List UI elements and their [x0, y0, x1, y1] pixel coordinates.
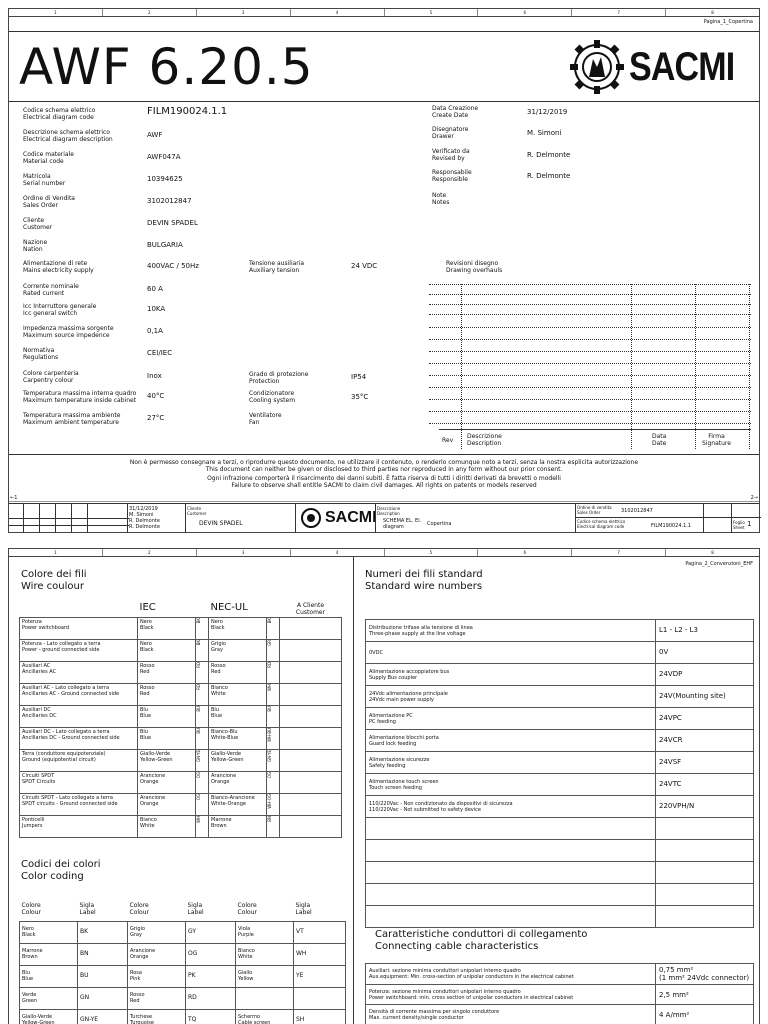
field-label: Nazione Nation: [23, 239, 48, 253]
field-label: Codice materiale Material code: [23, 151, 74, 165]
nec-colour-cell: Rosso Red: [209, 662, 267, 684]
wire-number-desc: Alimentazione sicurezze Safety feeding: [366, 752, 656, 774]
colour-code-cell: OG: [186, 943, 236, 965]
wire-colour-row: [20, 684, 342, 706]
customer-header: A Cliente Customer: [280, 601, 342, 618]
field-value: AWF047A: [147, 153, 181, 161]
colour-code-cell: YE: [294, 965, 346, 987]
usage-cell: Ausiliari DC Ancillaries DC: [20, 706, 138, 728]
colour-header: Colore Colour: [236, 897, 294, 921]
iec-header: IEC: [138, 601, 209, 618]
cooling-value: 35°C: [351, 393, 369, 401]
tb-desc-sub: Copertina: [427, 521, 452, 527]
iec-code-cell: OG: [196, 772, 209, 794]
colour-name-cell: Blu Blue: [20, 965, 78, 987]
wire-number-row: [366, 752, 754, 774]
rev-desc-header: Descrizione Description: [467, 433, 502, 447]
coding-row: [20, 1009, 346, 1024]
field-label: Alimentazione di rete Mains electricity supply: [23, 260, 94, 274]
prev-sheet-arrow: ←1: [10, 495, 18, 501]
nec-code-cell: GR: [267, 640, 280, 662]
tb-order-label: Ordine di vendita Sales Order: [577, 505, 612, 515]
wire-colour-row: [20, 618, 342, 640]
color-coding-title: Codici dei colori Color coding: [21, 859, 101, 882]
aux-tension-value: 24 VDC: [351, 262, 378, 270]
nec-code-cell: BU: [267, 706, 280, 728]
field-label: Corrente nominale Rated current: [23, 283, 79, 297]
coding-row: [20, 921, 346, 943]
colour-code-cell: GN: [78, 987, 128, 1009]
field-label: Cliente Customer: [23, 217, 53, 231]
field-value: 27°C: [147, 414, 165, 422]
cable-chars-table: [365, 963, 754, 1024]
ruler-number: 1: [9, 9, 103, 16]
field-label: Descrizione schema elettrico Electrical diagram description: [23, 129, 113, 143]
colour-name-cell: Schermo Cable screen: [236, 1009, 294, 1024]
colour-name-cell: Turchese Turquoise: [128, 1009, 186, 1024]
customer-cell: [280, 794, 342, 816]
rev-date-header: Data Date: [652, 433, 667, 447]
wire-number-row-empty: [366, 884, 754, 906]
usage-cell: Potenza Power switchboard: [20, 618, 138, 640]
page-reference: Pagina_1_Copertina: [703, 19, 753, 25]
tb-order: 3102012847: [621, 508, 653, 514]
coding-row: [20, 987, 346, 1009]
colour-header: Colore Colour: [128, 897, 186, 921]
protection-label: Grado di protezione Protection: [249, 371, 309, 385]
conventions-sheet: [8, 548, 760, 1024]
field-label: Verificato da Revised by: [432, 148, 470, 162]
ruler-number: 6: [478, 549, 572, 556]
tb-customer: DEVIN SPADEL: [199, 520, 243, 527]
ruler-number: 7: [572, 549, 666, 556]
nec-code-cell: BK: [267, 618, 280, 640]
wire-number-value: 24VDP: [656, 664, 754, 686]
nec-colour-cell: Grigio Gray: [209, 640, 267, 662]
ruler-number: 3: [197, 9, 291, 16]
field-label: Colore carpenteria Carpentry colour: [23, 370, 79, 384]
colour-name-cell: Bianco White: [236, 943, 294, 965]
page-title: AWF 6.20.5: [19, 38, 314, 96]
wire-colour-row: [20, 750, 342, 772]
cable-row: [366, 1005, 754, 1024]
ruler-number: 2: [103, 549, 197, 556]
tb-logo-text: SACMI: [325, 509, 377, 526]
wire-colour-row: [20, 640, 342, 662]
nec-code-cell: GN-YE: [267, 750, 280, 772]
field-value: M. Simoni: [527, 129, 562, 137]
wire-number-desc: Alimentazione PC PC feeding: [366, 708, 656, 730]
empty-cell: [656, 906, 754, 928]
wire-colour-row: [20, 728, 342, 750]
colour-code-cell: SH: [294, 1009, 346, 1024]
cable-value: 0,75 mm² (1 mm² 24Vdc connector): [656, 964, 754, 985]
field-label: Temperatura massima interna quadro Maximum temperature inside cabinet: [23, 390, 137, 404]
wire-number-value: 24VSF: [656, 752, 754, 774]
sacmi-emblem-small-icon: [299, 506, 323, 530]
iec-colour-cell: Nero Black: [138, 640, 196, 662]
colour-name-cell: Rosa Pink: [128, 965, 186, 987]
nec-header: NEC-UL: [209, 601, 280, 618]
field-value: 0,1A: [147, 327, 163, 335]
tb-customer-label: Cliente Customer: [187, 506, 207, 516]
iec-code-cell: BU: [196, 706, 209, 728]
page-reference: Pagina_2_Convenzioni_EHF: [685, 561, 753, 567]
iec-code-cell: WH: [196, 816, 209, 838]
color-coding-table: [19, 897, 346, 1024]
field-value: Inox: [147, 372, 162, 380]
iec-colour-cell: Giallo-Verde Yellow-Green: [138, 750, 196, 772]
nec-colour-cell: Giallo-Verde Yellow-Green: [209, 750, 267, 772]
wire-colour-row: [20, 816, 342, 838]
nec-code-cell: BN: [267, 816, 280, 838]
wire-colour-row: [20, 706, 342, 728]
nec-colour-cell: Nero Black: [209, 618, 267, 640]
cable-desc: Potenza: sezione minima conduttori unipolari interno quadro Power switchboard: min. cross section of unipolar conductors in electrical cabinet: [366, 985, 656, 1005]
usage-cell: Ausiliari DC - Lato collegato a terra Ancillaries DC - Ground connected side: [20, 728, 138, 750]
field-value: 40°C: [147, 392, 165, 400]
wire-number-value: 24VPC: [656, 708, 754, 730]
nec-code-cell: OG: [267, 772, 280, 794]
field-value: R. Delmonte: [527, 151, 571, 159]
ruler-number: 4: [291, 549, 385, 556]
cable-value: 4 A/mm²: [656, 1005, 754, 1024]
colour-name-cell: Grigio Gray: [128, 921, 186, 943]
empty-cell: [366, 818, 656, 840]
iec-colour-cell: Rosso Red: [138, 662, 196, 684]
iec-code-cell: BK: [196, 618, 209, 640]
wire-number-value: 220VPH/N: [656, 796, 754, 818]
cable-desc: Ausiliari: sezione minima conduttori unipolari interno quadro Aux.equipment: Min. cross-section of unipolar conductors in the electrical cabinet: [366, 964, 656, 985]
customer-cell: [280, 684, 342, 706]
colour-name-cell: Nero Black: [20, 921, 78, 943]
usage-cell: Ponticelli Jumpers: [20, 816, 138, 838]
wire-number-desc: 0VDC: [366, 642, 656, 664]
nec-code-cell: WH: [267, 684, 280, 706]
tb-dates: 31/12/2019 M. Simoni R. Delmonte R. Delmonte: [129, 506, 160, 530]
nec-colour-cell: Bianco-Arancione White-Orange: [209, 794, 267, 816]
ruler-number: 6: [478, 9, 572, 16]
field-label: Codice schema elettrico Electrical diagram code: [23, 107, 96, 121]
customer-cell: [280, 728, 342, 750]
empty-cell: [366, 840, 656, 862]
field-value: CEI/IEC: [147, 349, 173, 357]
wire-numbers-title: Numeri dei fili standard Standard wire numbers: [365, 569, 483, 592]
iec-colour-cell: Blu Blue: [138, 728, 196, 750]
cover-sheet: [8, 8, 760, 533]
column-ruler: [9, 549, 759, 557]
next-sheet-arrow: 2→: [750, 495, 758, 501]
usage-cell: Ausiliari AC Ancillaries AC: [20, 662, 138, 684]
colour-name-cell: [236, 987, 294, 1009]
sacmi-emblem-icon: [567, 37, 627, 97]
ruler-number: 1: [9, 549, 103, 556]
colour-code-cell: RD: [186, 987, 236, 1009]
empty-cell: [656, 840, 754, 862]
colour-code-cell: GN-YE: [78, 1009, 128, 1024]
protection-value: IP54: [351, 373, 367, 381]
wire-number-row: [366, 620, 754, 642]
wire-number-value: 0V: [656, 642, 754, 664]
colour-code-cell: TQ: [186, 1009, 236, 1024]
wire-number-value: 24VCR: [656, 730, 754, 752]
wire-number-desc: 24Vdc alimentazione principale 24Vdc main power supply: [366, 686, 656, 708]
iec-code-cell: GN-YE: [196, 750, 209, 772]
field-value: FILM190024.1.1: [147, 106, 228, 117]
wire-number-value: L1 - L2 - L3: [656, 620, 754, 642]
sacmi-logo-text: SACMI: [629, 45, 735, 89]
fan-label: Ventilatore Fan: [249, 412, 282, 426]
revisions-title: Revisioni disegno Drawing overhauls: [446, 260, 503, 274]
field-value: 3102012847: [147, 197, 192, 205]
ruler-number: 8: [711, 550, 714, 555]
iec-code-cell: BU: [196, 728, 209, 750]
ruler-number: 2: [103, 9, 197, 16]
nec-colour-cell: Marrone Brown: [209, 816, 267, 838]
colour-name-cell: Arancione Orange: [128, 943, 186, 965]
wire-colour-row: [20, 662, 342, 684]
colour-header: Colore Colour: [20, 897, 78, 921]
wire-number-row-empty: [366, 862, 754, 884]
field-value: 31/12/2019: [527, 108, 568, 116]
iec-colour-cell: Rosso Red: [138, 684, 196, 706]
ruler-number: 3: [197, 549, 291, 556]
colour-code-cell: BU: [78, 965, 128, 987]
colour-code-cell: BN: [78, 943, 128, 965]
nec-code-cell: RD: [267, 662, 280, 684]
empty-cell: [656, 818, 754, 840]
nec-code-cell: WH-OG: [267, 794, 280, 816]
wire-number-row-empty: [366, 906, 754, 928]
customer-cell: [280, 618, 342, 640]
iec-code-cell: BK: [196, 640, 209, 662]
field-value: BULGARIA: [147, 241, 183, 249]
field-value: 10KA: [147, 305, 166, 313]
wire-number-row: [366, 708, 754, 730]
field-label: Temperatura massima ambiente Maximum ambient temperature: [23, 412, 121, 426]
field-label: Matricola Serial number: [23, 173, 66, 187]
usage-cell: Terra (conduttore equipotenziale) Ground (equipotential circuit): [20, 750, 138, 772]
field-label: Note Notes: [432, 192, 450, 206]
customer-cell: [280, 640, 342, 662]
colour-name-cell: Marrone Brown: [20, 943, 78, 965]
colour-code-cell: WH: [294, 943, 346, 965]
colour-code-cell: VT: [294, 921, 346, 943]
colour-name-cell: Giallo-Verde Yellow-Green: [20, 1009, 78, 1024]
wire-number-row: [366, 730, 754, 752]
aux-tension-label: Tensione ausiliaria Auxiliary tension: [249, 260, 305, 274]
field-value: AWF: [147, 131, 163, 139]
cable-desc: Densità di corrente massima per singolo conduttore Max. current density/single conductor: [366, 1005, 656, 1024]
label-header: Sigla Label: [294, 897, 346, 921]
field-value: 10394625: [147, 175, 183, 183]
customer-cell: [280, 662, 342, 684]
cable-row: [366, 964, 754, 985]
coding-row: [20, 965, 346, 987]
empty-cell: [366, 884, 656, 906]
nec-colour-cell: Bianco White: [209, 684, 267, 706]
rev-header: Rev: [442, 437, 454, 444]
tb-sheet-label: Foglio Sheet: [733, 520, 745, 530]
wire-number-row: [366, 642, 754, 664]
usage-cell: Potenza - Lato collegato a terra Power - ground connected side: [20, 640, 138, 662]
wire-number-row: [366, 796, 754, 818]
wire-number-row: [366, 686, 754, 708]
cable-row: [366, 985, 754, 1005]
colour-name-cell: Verde Green: [20, 987, 78, 1009]
field-value: DEVIN SPADEL: [147, 219, 198, 227]
wire-number-row: [366, 664, 754, 686]
customer-cell: [280, 772, 342, 794]
iec-colour-cell: Arancione Orange: [138, 794, 196, 816]
ruler-number: 5: [385, 549, 479, 556]
field-label: Icc Interruttore generale Icc general switch: [23, 303, 97, 317]
customer-cell: [280, 816, 342, 838]
wire-number-desc: Distribuzione trifase alla tensione di linea Three-phase supply at the line voltage: [366, 620, 656, 642]
customer-cell: [280, 750, 342, 772]
iec-colour-cell: Blu Blue: [138, 706, 196, 728]
empty-cell: [366, 862, 656, 884]
wire-number-row-empty: [366, 818, 754, 840]
tb-sheet-number: 1: [747, 520, 752, 528]
cable-chars-title: Caratteristiche conduttori di collegamento Connecting cable characteristics: [375, 929, 588, 952]
ruler-number: 5: [385, 9, 479, 16]
wire-number-value: 24VTC: [656, 774, 754, 796]
customer-cell: [280, 706, 342, 728]
wire-colour-row: [20, 772, 342, 794]
coding-row: [20, 943, 346, 965]
label-header: Sigla Label: [78, 897, 128, 921]
colour-code-cell: PK: [186, 965, 236, 987]
column-ruler: [9, 9, 759, 17]
wire-number-row: [366, 774, 754, 796]
tb-code-label: Codice schema elettrico Electrical diagram code: [577, 519, 626, 529]
ruler-number: 7: [572, 9, 666, 16]
wire-number-desc: 110/220Vac - Non condizionato da dispositivi di sicurezza 110/220Vac - Not submitted to safety device: [366, 796, 656, 818]
wire-colour-title: Colore dei fili Wire coulour: [21, 569, 87, 592]
iec-code-cell: OG: [196, 794, 209, 816]
label-header: Sigla Label: [186, 897, 236, 921]
nec-colour-cell: Arancione Orange: [209, 772, 267, 794]
field-label: Ordine di Vendita Sales Order: [23, 195, 75, 209]
cooling-label: Condizionatore Cooling system: [249, 390, 296, 404]
field-label: Responsabile Responsible: [432, 169, 472, 183]
nec-colour-cell: Bianco-Blu White-Blue: [209, 728, 267, 750]
iec-colour-cell: Arancione Orange: [138, 772, 196, 794]
colour-code-cell: BK: [78, 921, 128, 943]
wire-number-desc: Alimentazione touch screen Touch screen feeding: [366, 774, 656, 796]
usage-cell: Circuiti SPDT SPDT Circuits: [20, 772, 138, 794]
nec-colour-cell: Blu Blue: [209, 706, 267, 728]
cable-value: 2,5 mm²: [656, 985, 754, 1005]
field-label: Disegnatore Drawer: [432, 126, 469, 140]
wire-number-row-empty: [366, 840, 754, 862]
tb-desc-label: Descrizione Description: [377, 506, 401, 516]
colour-code-cell: [294, 987, 346, 1009]
field-label: Data Creazione Create Date: [432, 105, 479, 119]
field-label: Normativa Regulations: [23, 347, 59, 361]
field-value: 400VAC / 50Hz: [147, 262, 199, 270]
legal-disclaimer: Non è permesso consegnare a terzi, o riprodurre questo documento, ne utilizzare il contenuto, o renderlo comunque noto a terzi, senza la nostra esplicita autorizzazione This document can neither be given or disclosed to third parties nor reproduced in any form without our prior consent. Ogni infrazione comporterà il risarcimento dei danni subiti. È fatta riserva di tutti i diritti derivati da brevetti o modelli Failure to observe shall entitle SACMI to claim civil damages. All rights on patents or models reserved: [129, 459, 639, 489]
iec-code-cell: RD: [196, 684, 209, 706]
ruler-number: 8: [711, 10, 714, 15]
wire-colour-row: [20, 794, 342, 816]
tb-desc-value: SCHEMA EL. El. diagram: [383, 518, 422, 530]
tb-code: FILM190024.1.1: [651, 523, 692, 529]
empty-cell: [366, 906, 656, 928]
field-value: R. Delmonte: [527, 172, 571, 180]
colour-name-cell: Viola Purple: [236, 921, 294, 943]
wire-number-value: 24V(Mounting site): [656, 686, 754, 708]
colour-name-cell: Giallo Yellow: [236, 965, 294, 987]
colour-name-cell: Rosso Red: [128, 987, 186, 1009]
empty-cell: [656, 884, 754, 906]
wire-colour-table: [19, 601, 342, 838]
title-block: [9, 503, 759, 533]
usage-cell: Circuiti SPDT - Lato collegato a terra SPDT circuits - Ground connected side: [20, 794, 138, 816]
field-value: 60 A: [147, 285, 163, 293]
nec-code-cell: WH-BU: [267, 728, 280, 750]
colour-code-cell: GY: [186, 921, 236, 943]
empty-cell: [656, 862, 754, 884]
coding-header-row: [20, 897, 346, 921]
iec-colour-cell: Nero Black: [138, 618, 196, 640]
field-label: Impedenza massima sorgente Maximum source impedence: [23, 325, 114, 339]
wire-number-desc: Alimentazione accoppiatore bus Supply Bus coupler: [366, 664, 656, 686]
iec-colour-cell: Bianco White: [138, 816, 196, 838]
ruler-number: 4: [291, 9, 385, 16]
wire-number-desc: Alimentazione blocchi porta Guard lock feeding: [366, 730, 656, 752]
usage-cell: Ausiliari AC - Lato collegato a terra Ancillaries AC - Ground connected side: [20, 684, 138, 706]
wire-numbers-table: [365, 619, 754, 928]
iec-code-cell: RD: [196, 662, 209, 684]
rev-sign-header: Firma Signature: [702, 433, 731, 447]
